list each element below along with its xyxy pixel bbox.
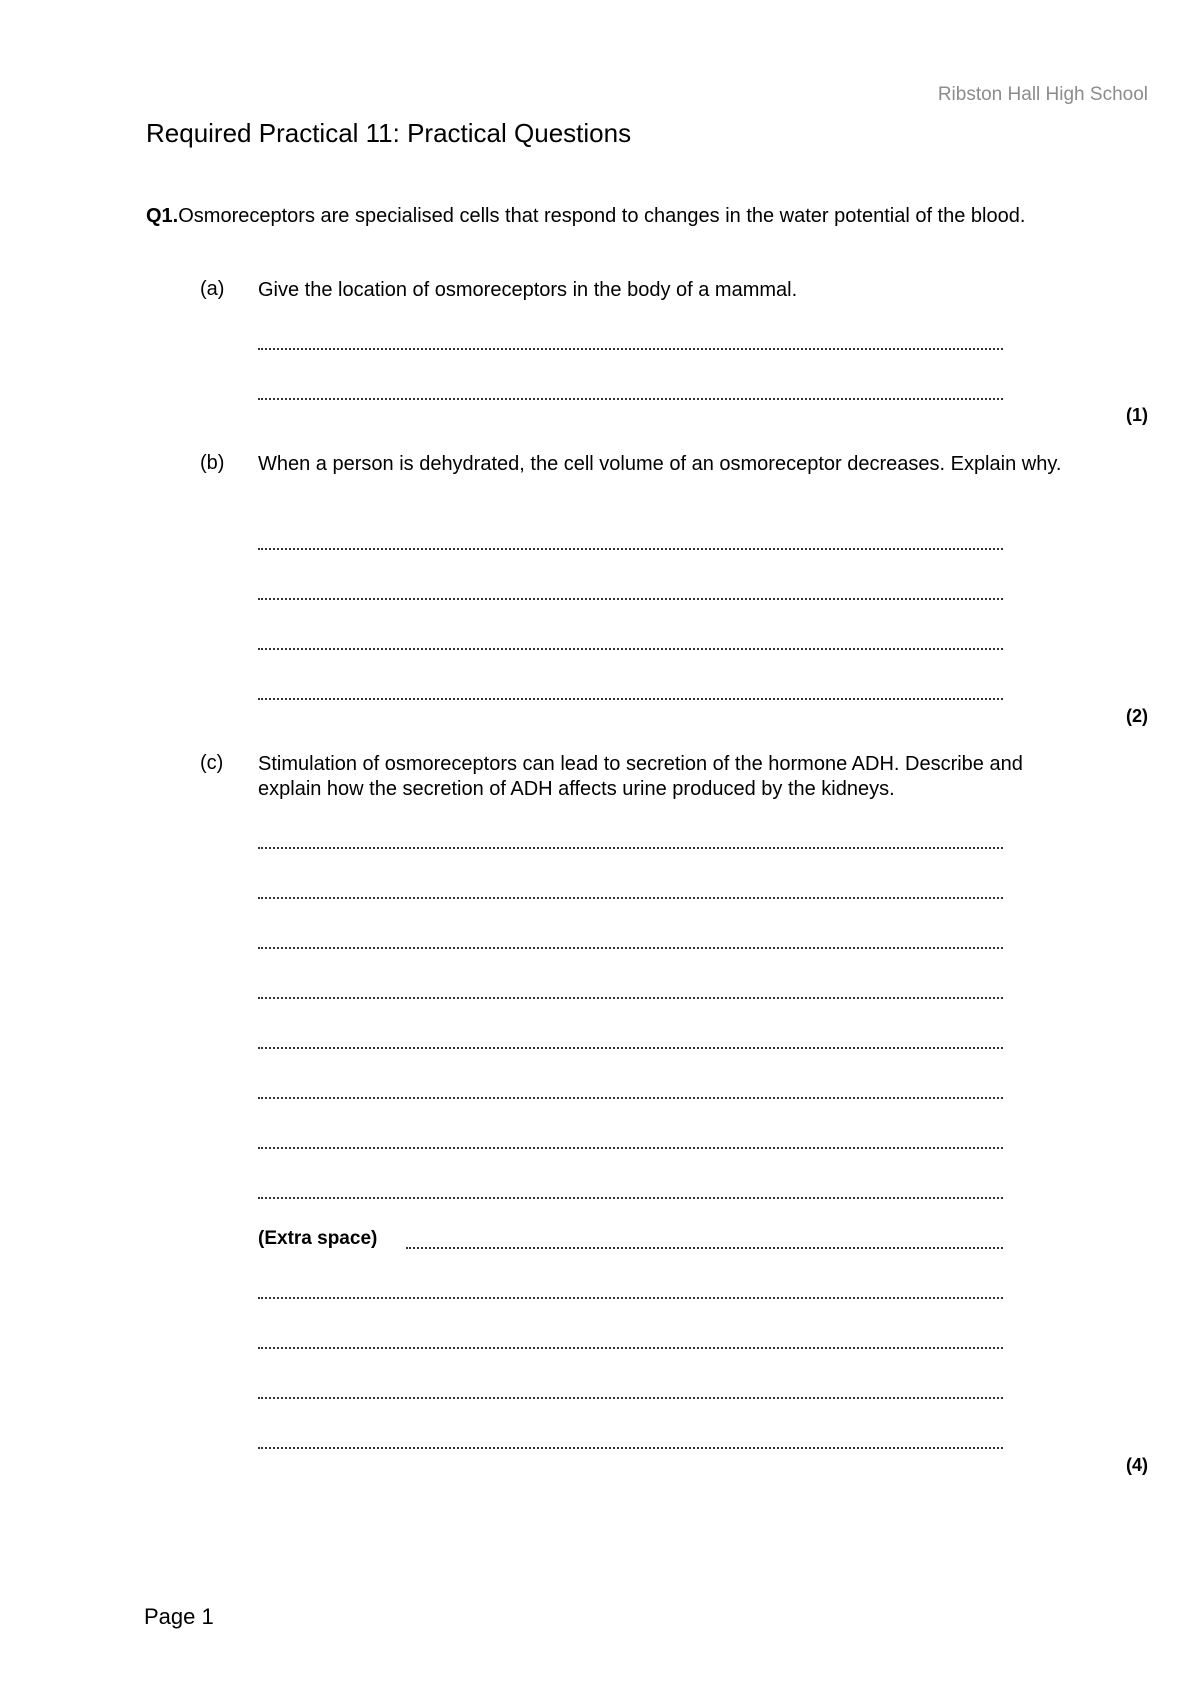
- part-c-question: Stimulation of osmoreceptors can lead to secretion of the hormone ADH. Describe and explain how the secretion of ADH affects urine produced by the kidneys.: [258, 753, 1023, 800]
- part-c-answer-line[interactable]: [258, 1195, 1003, 1199]
- part-c-answer-line[interactable]: [258, 1145, 1003, 1149]
- part-a-marks: (1): [1126, 405, 1148, 425]
- part-c-answer-line[interactable]: [258, 845, 1003, 849]
- part-b-letter: (b): [200, 452, 225, 474]
- extra-space-label: (Extra space): [258, 1228, 378, 1249]
- part-b-answer-line[interactable]: [258, 546, 1003, 550]
- part-c-marks: (4): [1126, 1455, 1148, 1475]
- part-a-letter: (a): [200, 278, 225, 300]
- part-a-answer-line[interactable]: [258, 396, 1003, 400]
- part-a-question: Give the location of osmoreceptors in the body of a mammal.: [258, 279, 798, 301]
- page-number: Page 1: [144, 1604, 214, 1629]
- part-c-answer-line[interactable]: [258, 1345, 1003, 1349]
- part-b-marks: (2): [1126, 706, 1148, 726]
- page-title: Required Practical 11: Practical Questions: [146, 118, 632, 148]
- part-c-answer-line[interactable]: [258, 945, 1003, 949]
- part-a-answer-line[interactable]: [258, 346, 1003, 350]
- part-c-answer-line[interactable]: [258, 1445, 1003, 1449]
- question-intro: [146, 204, 1112, 229]
- part-c-letter: (c): [200, 752, 224, 774]
- part-c-answer-line[interactable]: [258, 1395, 1003, 1399]
- question-intro-text: Osmoreceptors are specialised cells that respond to changes in the water potential of the blood.: [178, 205, 1026, 227]
- extra-space-answer-line[interactable]: [406, 1245, 1003, 1249]
- part-b-answer-line[interactable]: [258, 646, 1003, 650]
- part-c-answer-line[interactable]: [258, 1295, 1003, 1299]
- school-name: Ribston Hall High School: [937, 84, 1148, 105]
- part-c-answer-line[interactable]: [258, 1095, 1003, 1099]
- part-c-answer-line[interactable]: [258, 1045, 1003, 1049]
- part-c-answer-line[interactable]: [258, 895, 1003, 899]
- part-c-answer-line[interactable]: [258, 995, 1003, 999]
- question-number: Q1.: [146, 205, 179, 227]
- part-b-answer-line[interactable]: [258, 596, 1003, 600]
- part-b-answer-line[interactable]: [258, 696, 1003, 700]
- part-b-question: When a person is dehydrated, the cell volume of an osmoreceptor decreases. Explain why.: [258, 453, 1062, 475]
